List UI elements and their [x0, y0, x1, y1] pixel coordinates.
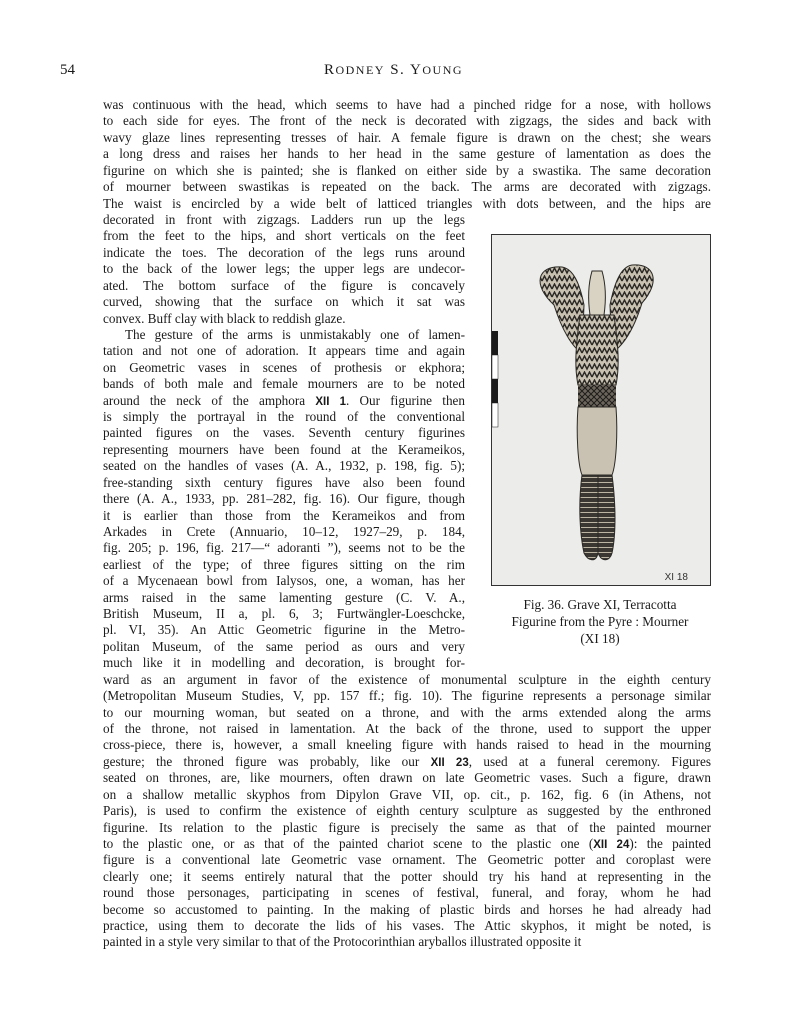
body-line	[103, 376, 465, 392]
body-line-text: around the neck of the amphora	[103, 392, 316, 408]
body-line	[103, 442, 465, 458]
figure-photograph	[491, 234, 711, 586]
body-line	[103, 705, 711, 721]
body-line	[103, 245, 465, 261]
body-line-text: , used at a funeral ceremony. Figures	[468, 753, 711, 769]
body-line-text: ward as an argument in favor of the existence of monumental sculpture in the eighth century	[103, 671, 711, 687]
body-line-text: bands of both male and female mourners are to be noted	[103, 376, 465, 392]
body-line-text: Arkades in Crete (Annuario, 10–12, 1927–29, p. 184,	[103, 523, 465, 539]
body-line	[103, 508, 465, 524]
body-line	[103, 261, 465, 277]
body-line-text: wavy glaze lines representing tresses of hair. A female figure is drawn on the chest; she wears	[103, 129, 711, 145]
body-line	[103, 409, 465, 425]
figure-caption-line: Fig. 36. Grave XI, Terracotta	[523, 597, 677, 612]
body-line-text: tation and not one of adoration. It appears time and again	[103, 343, 465, 359]
body-line	[103, 787, 711, 803]
body-line-text: from the feet to the hips, and short verticals on the feet	[103, 228, 465, 244]
body-line-text: a long dress and raises her hands to her head in the same gesture of lamentation as does the	[103, 146, 711, 162]
body-line-text: of mourner between swastikas is repeated on the back. The arms are decorated with zigzags.	[103, 179, 711, 195]
body-line	[103, 458, 465, 474]
body-line	[103, 360, 465, 376]
body-line-text: painted figures on the vases. Seventh century figurines	[103, 425, 465, 441]
body-line	[103, 311, 465, 327]
body-line	[103, 212, 465, 228]
figure-caption-line: Figurine from the Pyre : Mourner	[511, 614, 689, 629]
body-line-text: seated on the handles of vases (A. A., 1932, p. 198, fig. 5);	[103, 458, 465, 474]
body-line	[103, 902, 711, 918]
terracotta-figurine-photo	[492, 235, 710, 585]
body-line	[103, 179, 711, 195]
body-line	[103, 146, 711, 162]
body-line-text: indicate the toes. The decoration of the legs runs around	[103, 244, 465, 260]
body-line	[103, 573, 465, 589]
body-line	[103, 278, 465, 294]
body-line	[103, 754, 711, 771]
body-line-text: British Museum, II a, pl. 6, 3; Furtwängler-Loeschcke,	[103, 606, 465, 621]
body-line	[103, 524, 465, 540]
body-line	[103, 557, 465, 573]
body-line-text: it is earlier than those from the Kerameikos and from	[103, 507, 465, 523]
body-line	[103, 721, 711, 737]
body-line-text: ): the painted	[629, 835, 711, 851]
body-line	[103, 475, 465, 491]
body-line	[103, 655, 465, 671]
scale-bar	[492, 331, 498, 427]
body-line-text: on Geometric vases in scenes of prothesis or ekphora;	[103, 359, 465, 375]
body-line-text: to the back of the lower legs; the upper legs are undecor-	[103, 261, 465, 277]
body-line	[103, 540, 465, 556]
body-line	[103, 820, 711, 836]
body-line	[103, 672, 711, 688]
body-line-text: seated on thrones, are, like mourners, often drawn on late Geometric vases. Such a figure, drawn	[103, 770, 711, 786]
figure-reference: XII 24	[593, 838, 630, 851]
body-line-text: of a Mycenaean bowl from Ialysos, one, a woman, has her	[103, 573, 465, 589]
body-line	[103, 934, 711, 950]
body-line-text: to our mourning woman, but seated on a throne, and with the arms extended along the arms	[103, 704, 711, 720]
body-line	[103, 918, 711, 934]
body-line-text: representing mourners have been found at the Kerameikos,	[103, 441, 465, 457]
body-line	[103, 606, 465, 622]
body-line-text: there (A. A., 1933, pp. 281–282, fig. 16). Our figure, though	[103, 491, 465, 507]
body-line-text: much like it in modelling and decoration, is brought for-	[103, 655, 465, 671]
body-line-text: convex. Buff clay with black to reddish glaze.	[103, 310, 346, 326]
body-line	[103, 836, 711, 853]
body-line-text: figure is a conventional late Geometric vase ornament. The Geometric potter and coroplast were	[103, 852, 711, 868]
body-line	[103, 803, 711, 819]
body-line-text: to each side for eyes. The front of the neck is decorated with zigzags, the sides and back with	[103, 113, 711, 129]
body-line-text: figurine. Its relation to the plastic figure is precisely the same as that of the painted mourner	[103, 819, 711, 835]
body-line	[103, 425, 465, 441]
body-line-text: The gesture of the arms is unmistakably one of lamen-	[125, 326, 465, 342]
body-line-text: of the throne, not raised in lamentation. At the back of the throne, used to support the upper	[103, 721, 711, 736]
body-line-text: gesture; the throned figure was probably, like our	[103, 753, 431, 769]
page-number: 54	[60, 62, 75, 78]
author-last-initial: Y	[410, 62, 423, 78]
body-line-text: practice, using them to decorate the lids of his vases. The Attic skyphos, it might be noted, is	[103, 918, 711, 933]
body-line-text: is simply the portrayal in the round of the conventional	[103, 409, 465, 424]
body-line	[103, 113, 711, 129]
body-line	[103, 737, 711, 753]
body-line-text: Paris), is used to confirm the existence of eighth century sculpture as suggested by the enthroned	[103, 803, 711, 819]
body-line	[103, 770, 711, 786]
body-line-text: painted in a style very similar to that of the Protocorinthian aryballos illustrated opposite it	[103, 934, 582, 950]
figure-caption-line: (XI 18)	[580, 631, 620, 646]
body-line	[125, 327, 465, 343]
running-head	[0, 62, 787, 79]
body-line-text: was continuous with the head, which seems to have had a pinched ridge for a nose, with hollows	[103, 97, 711, 112]
body-line-text: arms raised in the same lamenting gesture (C. V. A.,	[103, 589, 465, 605]
body-line	[103, 639, 465, 655]
author-first-rest: ODNEY	[335, 63, 385, 77]
body-line-text: (Metropolitan Museum Studies, V, pp. 157 ff.; fig. 10). The figurine represents a personage similar	[103, 688, 711, 704]
body-line-text: on a shallow metallic skyphos from Dipylon Grave VII, op. cit., p. 162, fig. 6 (in Athens, not	[103, 786, 711, 802]
body-line	[103, 294, 465, 310]
body-line-text: earliest of the type; of three figures sitting on the rim	[103, 556, 465, 572]
body-line-text: curved, showing that the surface on which it sat was	[103, 294, 465, 309]
body-line	[103, 885, 711, 901]
body-line	[103, 869, 711, 885]
figure-reference: XII 1	[315, 395, 346, 408]
body-line-text: . Our figurine then	[345, 392, 465, 408]
body-line-text: clearly one; it seems entirely natural that the potter should try his hand at representing in the	[103, 868, 711, 884]
body-line	[103, 491, 465, 507]
body-line-text: cross-piece, there is, however, a small kneeling figure with hands raised to head in the mourning	[103, 737, 711, 753]
body-line	[103, 163, 711, 179]
body-line	[103, 130, 711, 146]
body-line-text: pl. VI, 35). An Attic Geometric figurine in the Metro-	[103, 622, 465, 638]
body-line-text: figurine on which she is painted; she is flanked on either side by a swastika. The same decoration	[103, 162, 711, 178]
body-line	[103, 393, 465, 410]
body-line	[103, 852, 711, 868]
body-line	[103, 688, 711, 704]
author-middle-initial: S.	[390, 62, 406, 78]
author-first-initial: R	[323, 62, 336, 78]
figure-reference: XII 23	[430, 756, 469, 769]
body-line-text: politan Museum, of the same period as ours and very	[103, 638, 465, 654]
body-line	[103, 590, 465, 606]
body-line-text: become so accustomed to painting. In the making of plastic birds and horses he had already had	[103, 901, 711, 917]
body-line-text: round those personages, participating in scenes of festival, funeral, and foray, whom he had	[103, 885, 711, 901]
body-line-text: ated. The bottom surface of the figure is concavely	[103, 277, 465, 293]
body-line	[103, 196, 711, 212]
body-line	[103, 97, 711, 113]
body-line-text: free-standing sixth century figures have also been found	[103, 474, 465, 490]
body-line-text: to the plastic one, or as that of the painted chariot scene to the plastic one (	[103, 835, 594, 851]
body-line-text: decorated in front with zigzags. Ladders run up the legs	[103, 211, 465, 227]
body-line-text: The waist is encircled by a wide belt of latticed triangles with dots between, and the hips are	[103, 195, 711, 211]
author-last-rest: OUNG	[422, 63, 464, 77]
photo-label: XI 18	[664, 572, 688, 583]
body-line	[103, 343, 465, 359]
body-line	[103, 622, 465, 638]
body-line	[103, 228, 465, 244]
body-line-text: fig. 205; p. 196, fig. 217—“ adoranti ”), seems not to be the	[103, 540, 465, 556]
